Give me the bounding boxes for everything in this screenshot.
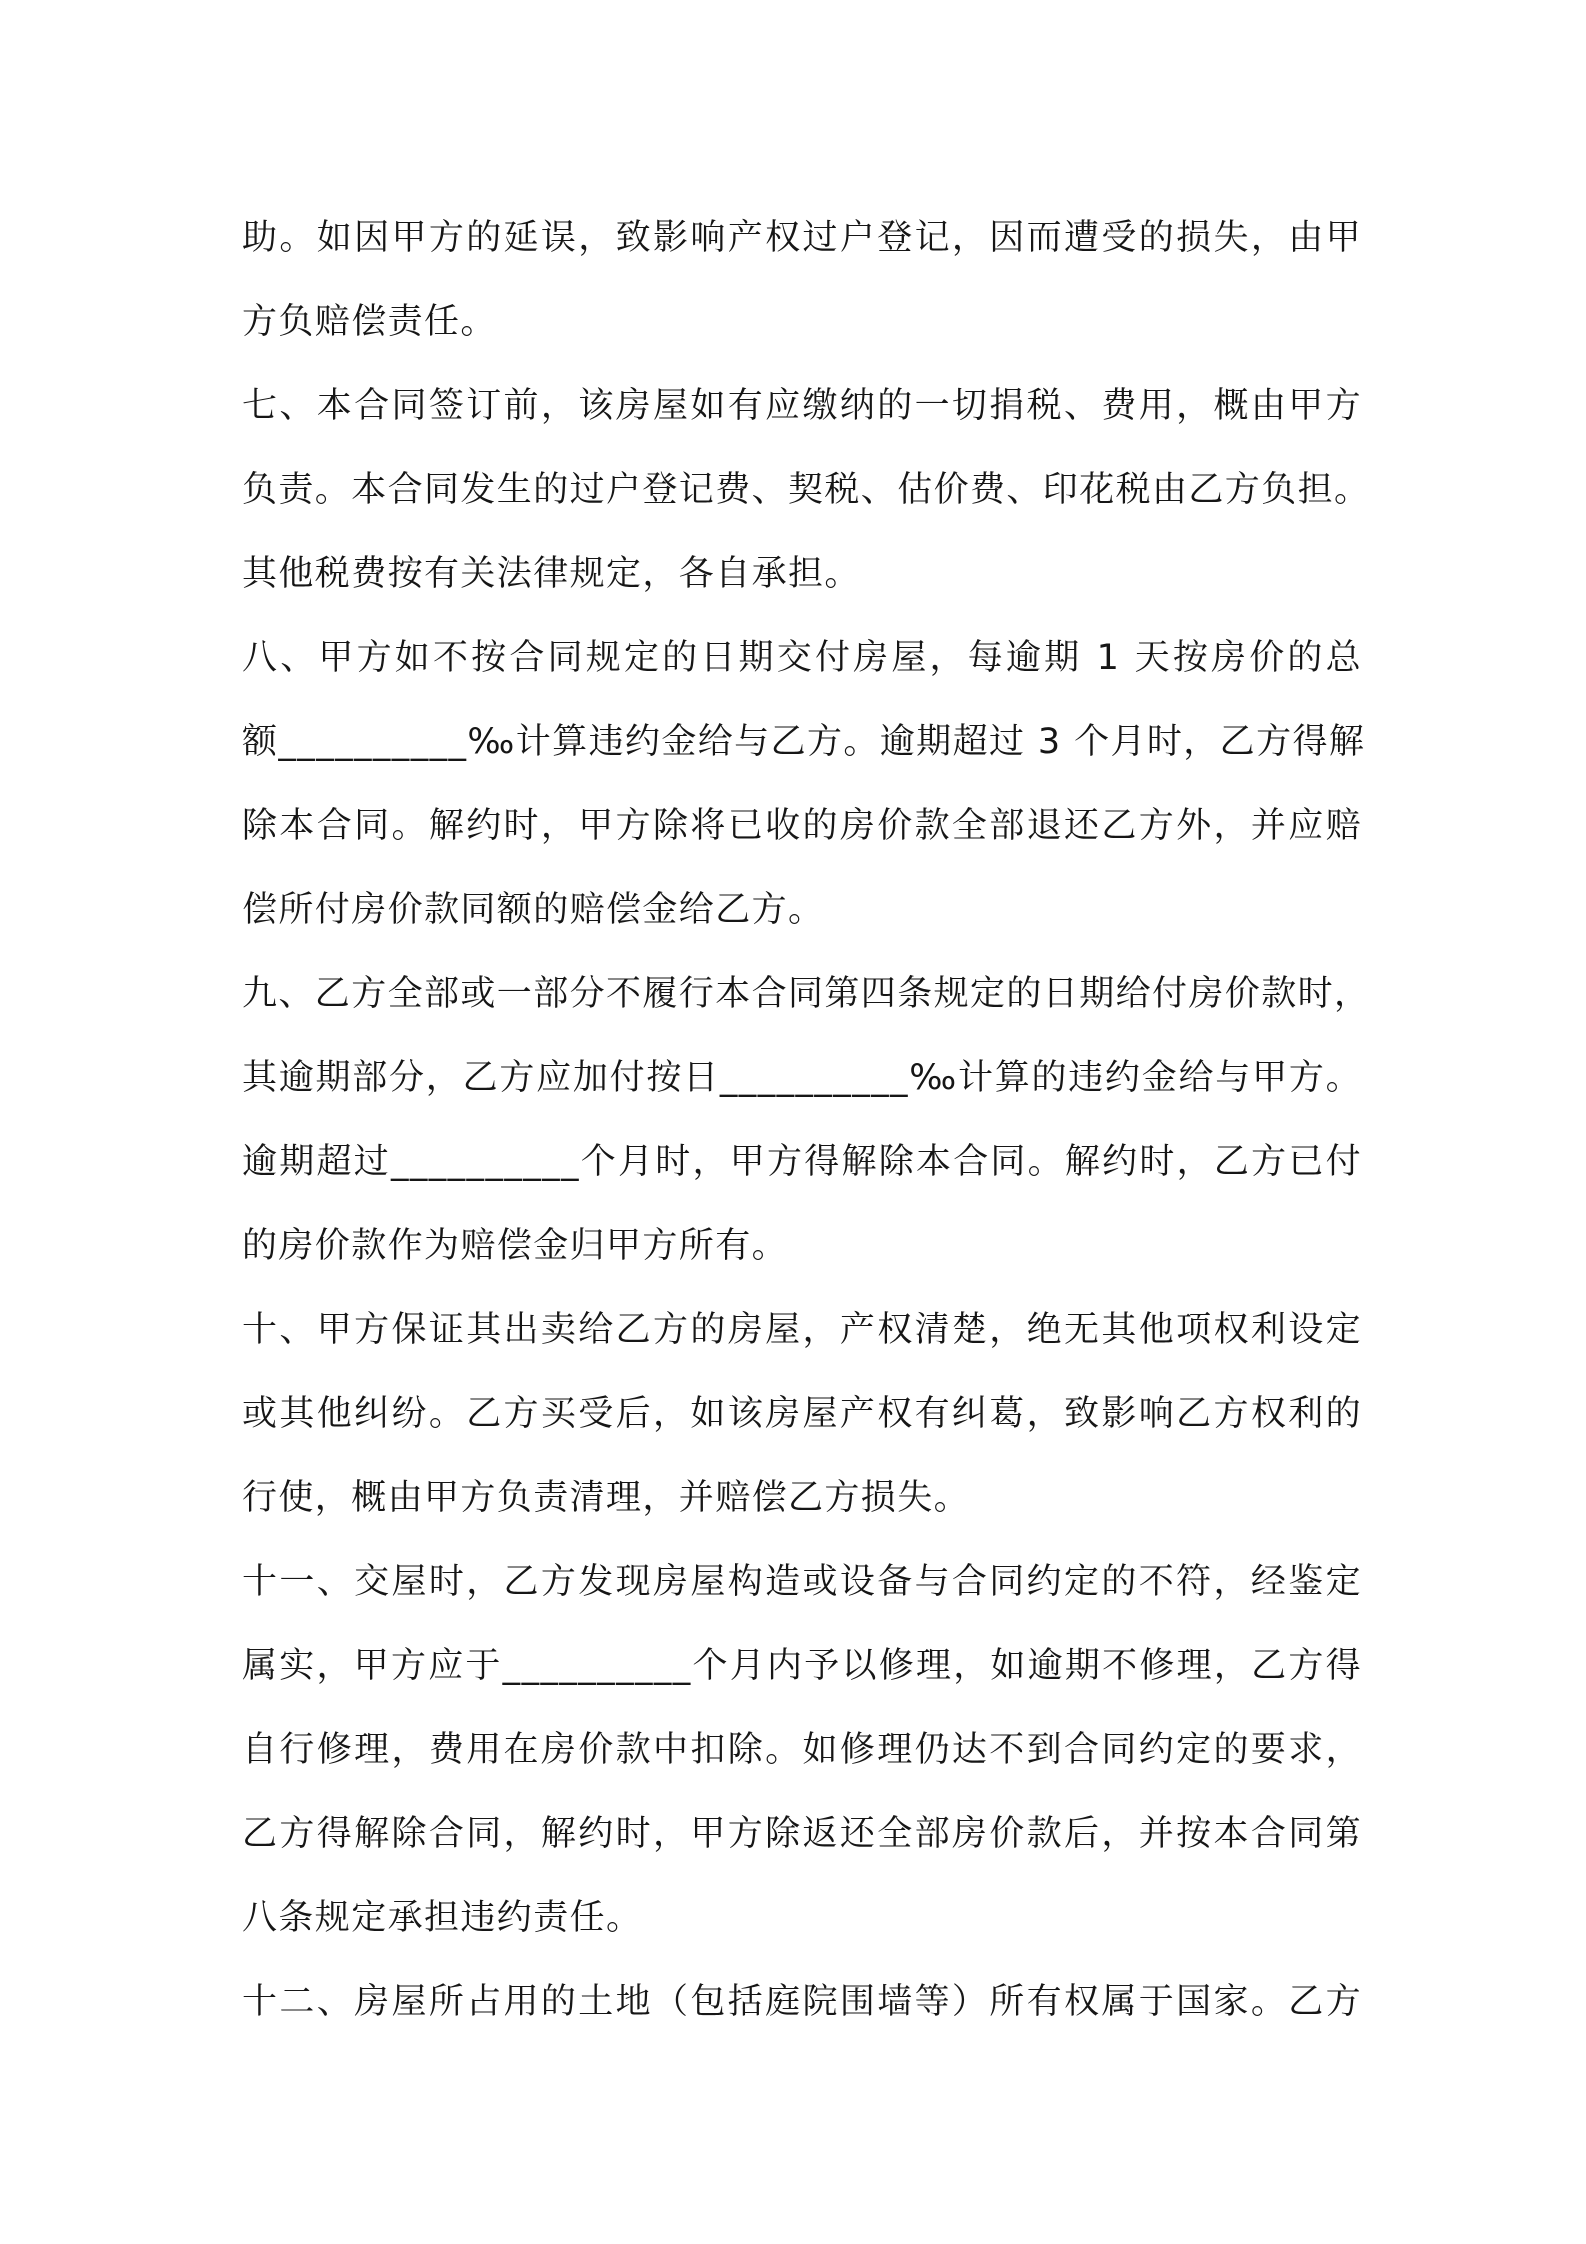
text-line: 除本合同。解约时，甲方除将已收的房价款全部退还乙方外，并应赔	[242, 806, 1362, 846]
text-line: 方负赔偿责任。	[242, 302, 497, 342]
text-line: 属实，甲方应于__________个月内予以修理，如逾期不修理，乙方得	[242, 1646, 1362, 1686]
text-line: 负责。本合同发生的过户登记费、契税、估价费、印花税由乙方负担。	[242, 470, 1371, 510]
text-line: 乙方得解除合同，解约时，甲方除返还全部房价款后，并按本合同第	[242, 1814, 1362, 1854]
text-line: 十二、房屋所占用的土地（包括庭院围墙等）所有权属于国家。乙方	[242, 1982, 1362, 2022]
text-line: 或其他纠纷。乙方买受后，如该房屋产权有纠葛，致影响乙方权利的	[242, 1394, 1362, 1434]
text-line: 十一、交屋时，乙方发现房屋构造或设备与合同约定的不符，经鉴定	[242, 1562, 1362, 1602]
text-line: 行使，概由甲方负责清理，并赔偿乙方损失。	[242, 1478, 971, 1518]
text-line: 十、甲方保证其出卖给乙方的房屋，产权清楚，绝无其他项权利设定	[242, 1310, 1362, 1350]
text-line: 偿所付房价款同额的赔偿金给乙方。	[242, 890, 825, 930]
text-line: 其逾期部分，乙方应加付按日__________‰计算的违约金给与甲方。	[242, 1058, 1362, 1098]
text-line: 七、本合同签订前，该房屋如有应缴纳的一切捐税、费用，概由甲方	[242, 386, 1362, 426]
text-line: 八条规定承担违约责任。	[242, 1898, 643, 1938]
text-line: 八、甲方如不按合同规定的日期交付房屋，每逾期 1 天按房价的总	[242, 638, 1362, 678]
text-line: 助。如因甲方的延误，致影响产权过户登记，因而遭受的损失，由甲	[242, 218, 1362, 258]
text-line: 其他税费按有关法律规定，各自承担。	[242, 554, 861, 594]
text-line: 的房价款作为赔偿金归甲方所有。	[242, 1226, 789, 1266]
contract-text-body	[242, 196, 1371, 2044]
text-line: 自行修理，费用在房价款中扣除。如修理仍达不到合同约定的要求，	[242, 1730, 1362, 1770]
text-line: 九、乙方全部或一部分不履行本合同第四条规定的日期给付房价款时，	[242, 974, 1371, 1014]
text-line: 额__________‰计算违约金给与乙方。逾期超过 3 个月时，乙方得解	[242, 722, 1366, 762]
text-line: 逾期超过__________个月时，甲方得解除本合同。解约时，乙方已付	[242, 1142, 1362, 1182]
